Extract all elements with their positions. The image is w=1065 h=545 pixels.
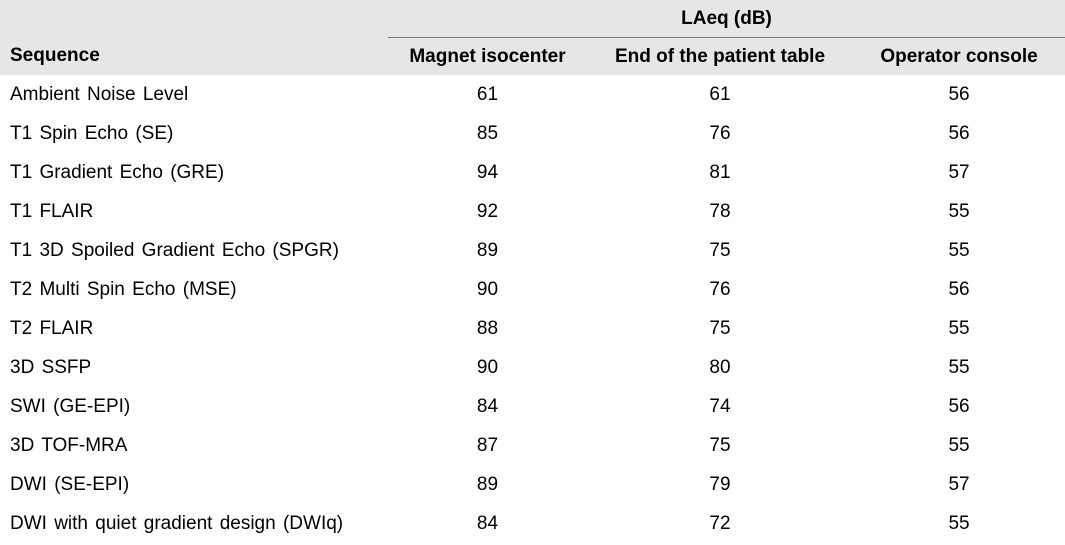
magnet-isocenter-value: 92	[476, 200, 499, 222]
patient-table-end-value: 79	[709, 473, 731, 495]
sequence-cell: T2 FLAIR	[10, 317, 94, 339]
table-row	[0, 270, 1065, 309]
patient-table-end-value: 81	[709, 161, 731, 183]
sequence-cell: 3D SSFP	[10, 356, 92, 378]
laeq-group-header: LAeq (dB)	[388, 0, 1065, 38]
column-header-operator-console: Operator console	[853, 38, 1065, 76]
table-row	[0, 192, 1065, 231]
table-row	[0, 75, 1065, 114]
operator-console-value: 55	[948, 239, 970, 261]
table-row	[0, 309, 1065, 348]
patient-table-end-value: 76	[709, 278, 731, 300]
sequence-cell: DWI with quiet gradient design (DWIq)	[10, 512, 344, 534]
magnet-isocenter-value: 84	[476, 512, 499, 534]
patient-table-end-value: 76	[709, 122, 731, 144]
table-row	[0, 426, 1065, 465]
magnet-isocenter-value: 89	[476, 239, 499, 261]
operator-console-value: 56	[948, 278, 970, 300]
patient-table-end-value: 75	[709, 239, 731, 261]
operator-console-value: 55	[948, 200, 970, 222]
magnet-isocenter-value: 90	[476, 356, 499, 378]
operator-console-value: 56	[948, 395, 970, 417]
magnet-isocenter-value: 94	[476, 161, 499, 183]
operator-console-value: 57	[948, 473, 970, 495]
table-header	[0, 0, 1065, 75]
sequence-column-header: Sequence	[0, 0, 388, 75]
operator-console-value: 56	[948, 122, 970, 144]
magnet-isocenter-value: 90	[476, 278, 499, 300]
magnet-isocenter-value: 88	[476, 317, 499, 339]
sequence-cell: Ambient Noise Level	[10, 83, 189, 105]
sequence-cell: T1 Spin Echo (SE)	[10, 122, 174, 144]
magnet-isocenter-value: 84	[476, 395, 499, 417]
operator-console-value: 55	[948, 434, 970, 456]
sequence-cell: DWI (SE-EPI)	[10, 473, 130, 495]
column-header-end-of-patient-table: End of the patient table	[587, 38, 853, 76]
header-group-row	[0, 0, 1065, 38]
patient-table-end-value: 80	[709, 356, 731, 378]
table-body	[0, 75, 1065, 543]
table-row	[0, 504, 1065, 543]
patient-table-end-value: 72	[709, 512, 731, 534]
patient-table-end-value: 75	[709, 317, 731, 339]
sequence-cell: 3D TOF-MRA	[10, 434, 128, 456]
sequence-cell: T1 FLAIR	[10, 200, 94, 222]
patient-table-end-value: 74	[709, 395, 731, 417]
table-row	[0, 114, 1065, 153]
sequence-cell: SWI (GE-EPI)	[10, 395, 131, 417]
column-header-magnet-isocenter: Magnet isocenter	[388, 38, 587, 76]
operator-console-value: 55	[948, 356, 970, 378]
magnet-isocenter-value: 89	[476, 473, 499, 495]
sequence-cell: T1 Gradient Echo (GRE)	[10, 161, 225, 183]
patient-table-end-value: 78	[709, 200, 731, 222]
table-row	[0, 153, 1065, 192]
table-row	[0, 231, 1065, 270]
operator-console-value: 55	[948, 317, 970, 339]
operator-console-value: 55	[948, 512, 970, 534]
magnet-isocenter-value: 85	[476, 122, 499, 144]
magnet-isocenter-value: 61	[476, 83, 499, 105]
patient-table-end-value: 61	[709, 83, 731, 105]
table-row	[0, 348, 1065, 387]
operator-console-value: 57	[948, 161, 970, 183]
operator-console-value: 56	[948, 83, 970, 105]
patient-table-end-value: 75	[709, 434, 731, 456]
table-row	[0, 387, 1065, 426]
sequence-cell: T1 3D Spoiled Gradient Echo (SPGR)	[10, 239, 339, 261]
table-row	[0, 465, 1065, 504]
magnet-isocenter-value: 87	[476, 434, 499, 456]
sequence-cell: T2 Multi Spin Echo (MSE)	[10, 278, 237, 300]
